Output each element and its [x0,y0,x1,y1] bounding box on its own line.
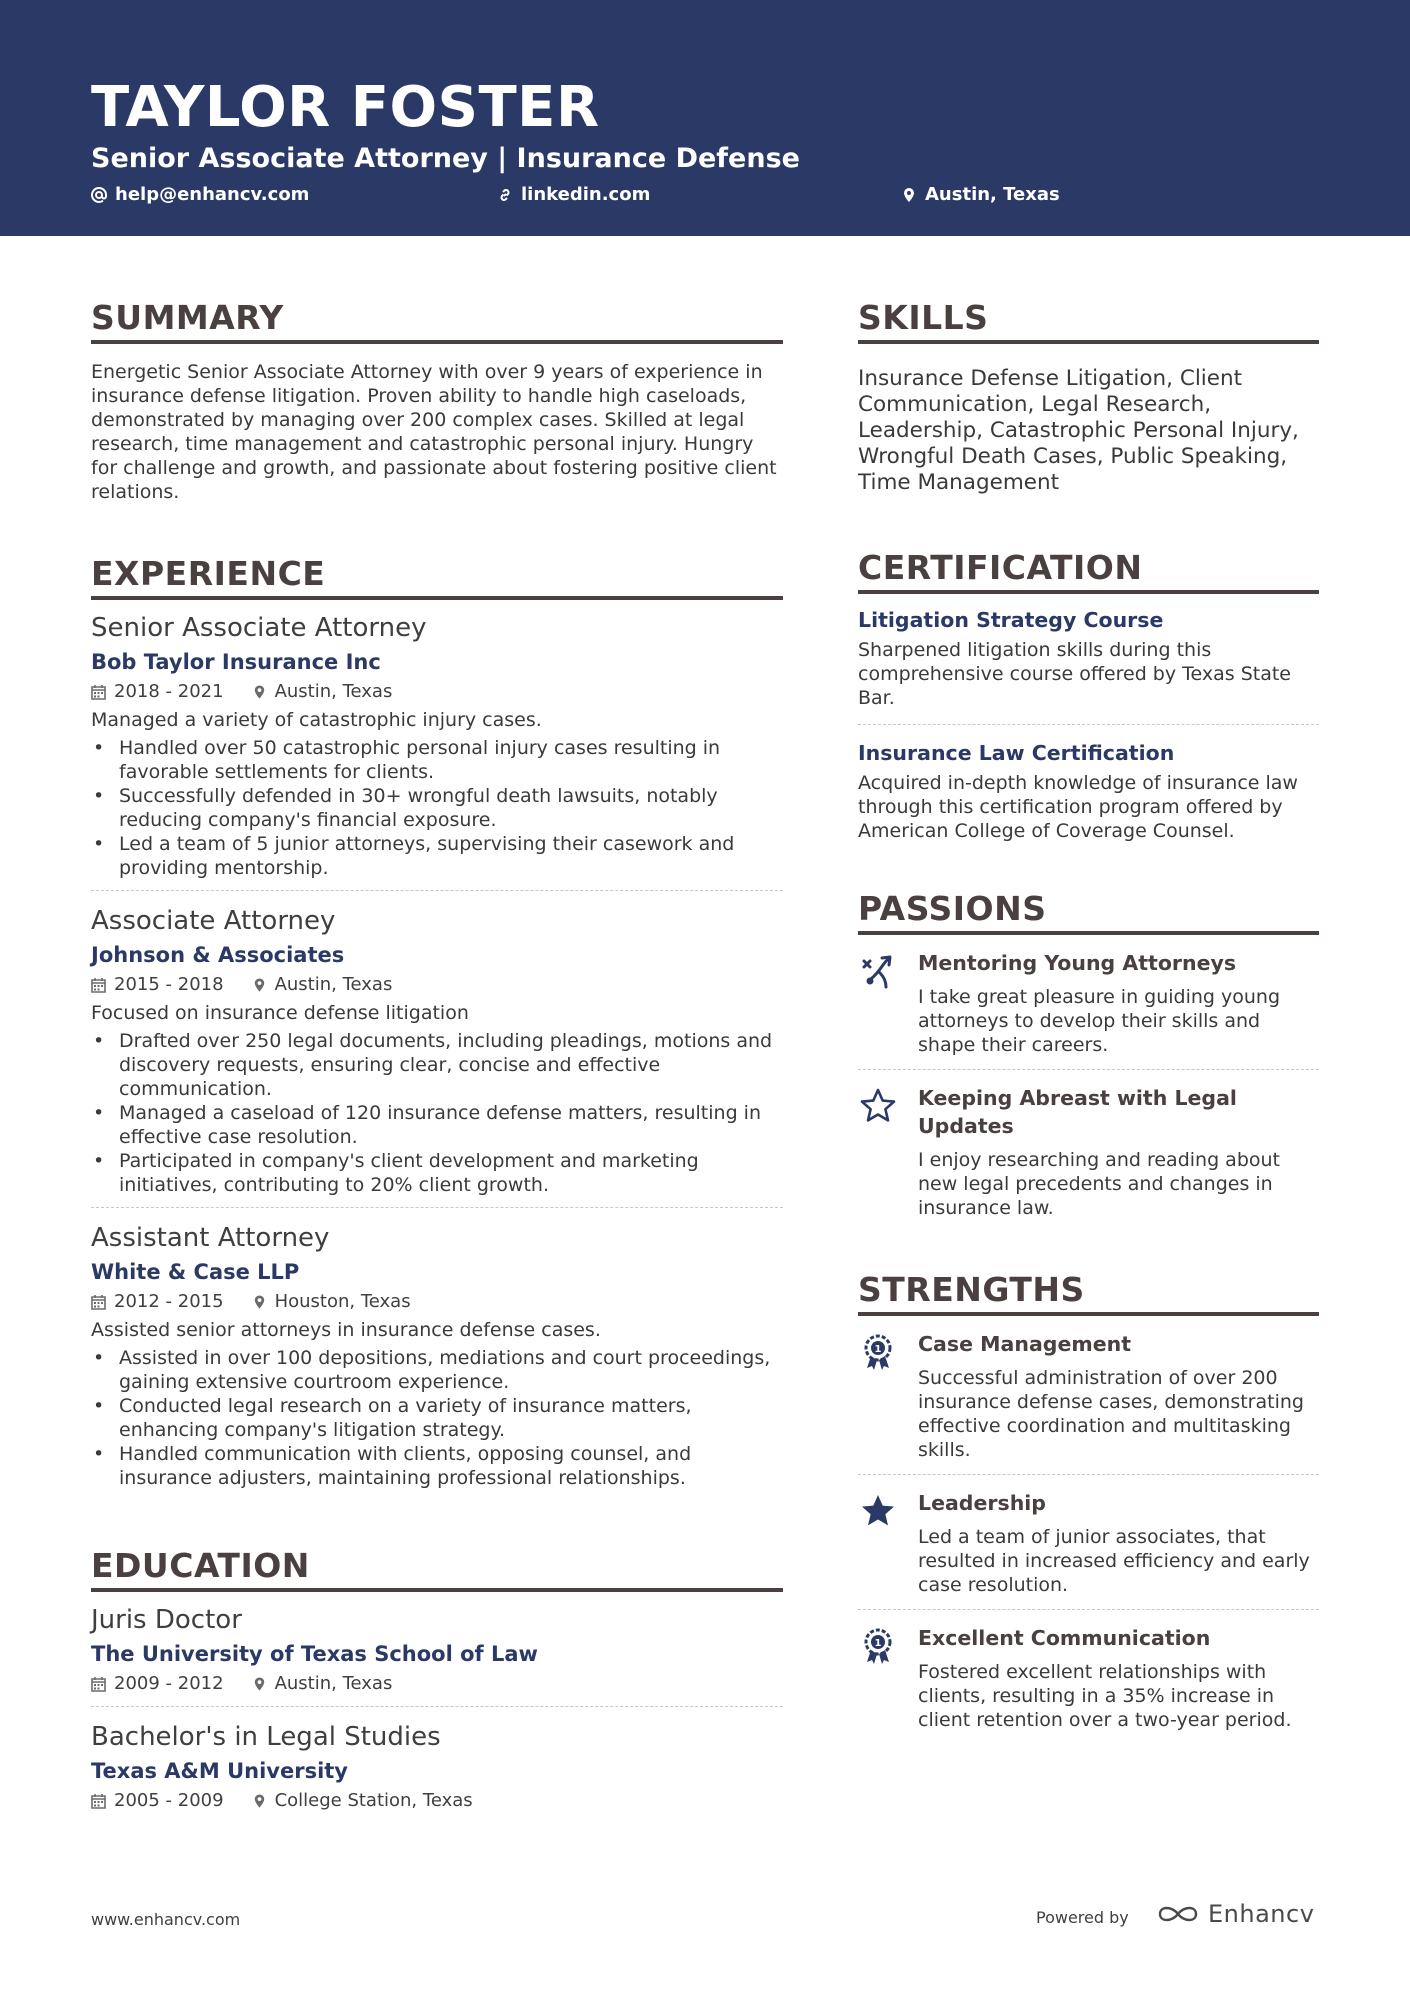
location-pin-icon [252,1793,267,1809]
passion-description: I take great pleasure in guiding young attorneys to develop their skills and shape their careers. [918,986,1281,1056]
strength-description: Successful administration of over 200 insurance defense cases, demonstrating effective coordination and multitasking skills. [918,1367,1304,1461]
calendar-icon [91,684,106,700]
bullet-item: • Drafted over 250 legal documents, including pleadings, motions and discovery requests, ensuring clear, concise and effective communication. [91,1029,783,1101]
bullet-item: • Conducted legal research on a variety of insurance matters, enhancing company's litigation strategy. [91,1394,783,1442]
certification-heading: CERTIFICATION [858,548,1319,594]
location-text: Austin, Texas [925,184,1060,205]
footer-url[interactable]: www.enhancv.com [91,1910,241,1929]
experience-entry [91,612,783,891]
svg-text:1: 1 [874,1344,882,1355]
experience-section [91,554,783,1500]
company-name: Bob Taylor Insurance Inc [91,650,381,674]
certification-section [858,548,1319,843]
job-dates: 2018 - 2021 [114,681,224,702]
resume-header [0,0,1410,236]
experience-entry [91,1222,783,1500]
education-meta [91,1789,783,1813]
job-meta [91,680,783,704]
calendar-icon [91,977,106,993]
location-pin-icon [901,187,917,203]
certification-item [858,739,1319,843]
enhancv-logo-icon [1156,1900,1202,1928]
school-name: The University of Texas School of Law [91,1642,538,1666]
bullet-item: • Assisted in over 100 depositions, mediations and court proceedings, gaining extensive courtroom experience. [91,1346,783,1394]
link-icon [497,187,513,203]
strength-item [858,1330,1319,1475]
bullet-item: • Handled communication with clients, opposing counsel, and insurance adjusters, maintaining professional relationships. [91,1442,783,1490]
passions-heading: PASSIONS [858,889,1319,935]
education-entry [91,1721,783,1823]
contact-location [901,184,1060,206]
passion-title: Mentoring Young Attorneys [918,951,1237,975]
location-pin-icon [252,1676,267,1692]
job-meta [91,973,783,997]
job-dates: 2015 - 2018 [114,974,224,995]
job-bullets [91,1029,783,1197]
education-location: College Station, Texas [274,1790,473,1811]
contact-email[interactable] [91,184,309,206]
job-description: Managed a variety of catastrophic injury cases. [91,709,542,731]
passion-description: I enjoy researching and reading about new legal precedents and changes in insurance law. [918,1149,1280,1219]
job-location: Houston, Texas [274,1291,411,1312]
job-bullets [91,1346,783,1490]
star-filled-icon [858,1491,898,1531]
degree-name: Bachelor's in Legal Studies [91,1722,441,1752]
linkedin-text: linkedin.com [521,184,651,205]
company-name: Johnson & Associates [91,943,345,967]
bullet-item: • Successfully defended in 30+ wrongful death lawsuits, notably reducing company's financial exposure. [91,784,783,832]
strength-item [858,1624,1319,1732]
skills-heading: SKILLS [858,298,1319,344]
award-ribbon-icon [858,1332,898,1372]
location-pin-icon [252,1294,267,1310]
summary-section [91,298,783,504]
strength-description: Led a team of junior associates, that resulted in increased efficiency and early case resolution. [918,1526,1310,1596]
contact-linkedin[interactable] [497,184,650,206]
education-section [91,1546,783,1823]
certification-description: Sharpened litigation skills during this comprehensive course offered by Texas State Bar. [858,639,1291,709]
school-name: Texas A&M University [91,1759,348,1783]
bullet-item: • Participated in company's client development and marketing initiatives, contributing to 20% client growth. [91,1149,783,1197]
job-dates: 2012 - 2015 [114,1291,224,1312]
education-dates: 2005 - 2009 [114,1790,224,1811]
location-pin-icon [252,684,267,700]
bullet-item: • Managed a caseload of 120 insurance defense matters, resulting in effective case resolution. [91,1101,783,1149]
company-name: White & Case LLP [91,1260,300,1284]
powered-by-label: Powered by [1036,1908,1129,1927]
strength-title: Excellent Communication [918,1626,1211,1650]
strategy-icon [858,951,898,991]
passion-item [858,949,1319,1070]
award-ribbon-icon [858,1626,898,1666]
strengths-heading: STRENGTHS [858,1270,1319,1316]
education-meta [91,1672,783,1696]
job-bullets [91,736,783,880]
strengths-section [858,1270,1319,1732]
summary-heading: SUMMARY [91,298,783,344]
experience-heading: EXPERIENCE [91,554,783,600]
candidate-name: TAYLOR FOSTER [91,75,600,140]
brand-name: Enhancv [1208,1900,1315,1928]
enhancv-logo[interactable] [1156,1900,1314,1928]
job-location: Austin, Texas [274,681,393,702]
experience-entry [91,905,783,1208]
left-column [91,298,783,1865]
job-location: Austin, Texas [274,974,393,995]
star-outline-icon [858,1086,898,1126]
strength-title: Leadership [918,1491,1046,1515]
at-icon [91,187,107,203]
passion-item [858,1084,1319,1220]
right-column [858,298,1319,1774]
job-description: Focused on insurance defense litigation [91,1002,469,1024]
calendar-icon [91,1793,106,1809]
calendar-icon [91,1294,106,1310]
certification-title: Insurance Law Certification [858,741,1175,765]
skills-section [858,298,1319,496]
bullet-item: • Handled over 50 catastrophic personal injury cases resulting in favorable settlements for clients. [91,736,783,784]
education-entry [91,1604,783,1707]
passion-title: Keeping Abreast with Legal Updates [918,1086,1237,1138]
education-location: Austin, Texas [274,1673,393,1694]
education-heading: EDUCATION [91,1546,783,1592]
job-role: Associate Attorney [91,906,336,936]
candidate-title: Senior Associate Attorney | Insurance Defense [91,143,800,174]
location-pin-icon [252,977,267,993]
svg-text:1: 1 [874,1638,882,1649]
job-meta [91,1290,783,1314]
skills-text: Insurance Defense Litigation, Client Communication, Legal Research, Leadership, Catastrophic Personal Injury, Wrongful Death Cases, Public Speaking, Time Management [858,366,1299,495]
strength-description: Fostered excellent relationships with clients, resulting in a 35% increase in client retention over a two-year period. [918,1661,1292,1731]
strength-title: Case Management [918,1332,1132,1356]
job-role: Senior Associate Attorney [91,613,427,643]
certification-item [858,606,1319,725]
strength-item [858,1489,1319,1610]
job-description: Assisted senior attorneys in insurance defense cases. [91,1319,601,1341]
passions-section [858,889,1319,1220]
bullet-item: • Led a team of 5 junior attorneys, supervising their casework and providing mentorship. [91,832,783,880]
certification-title: Litigation Strategy Course [858,608,1164,632]
certification-description: Acquired in-depth knowledge of insurance law through this certification program offered by American College of Coverage Counsel. [858,772,1298,842]
education-dates: 2009 - 2012 [114,1673,224,1694]
email-text: help@enhancv.com [115,184,310,205]
summary-text: Energetic Senior Associate Attorney with over 9 years of experience in insurance defense litigation. Proven ability to handle high caseloads, demonstrated by managing over 200 complex cases. Skilled at legal research, time management and catastrophic personal injury. Hungry for challenge and growth, and passionate about fostering positive client relations. [91,361,777,503]
calendar-icon [91,1676,106,1692]
degree-name: Juris Doctor [91,1605,242,1635]
job-role: Assistant Attorney [91,1223,330,1253]
